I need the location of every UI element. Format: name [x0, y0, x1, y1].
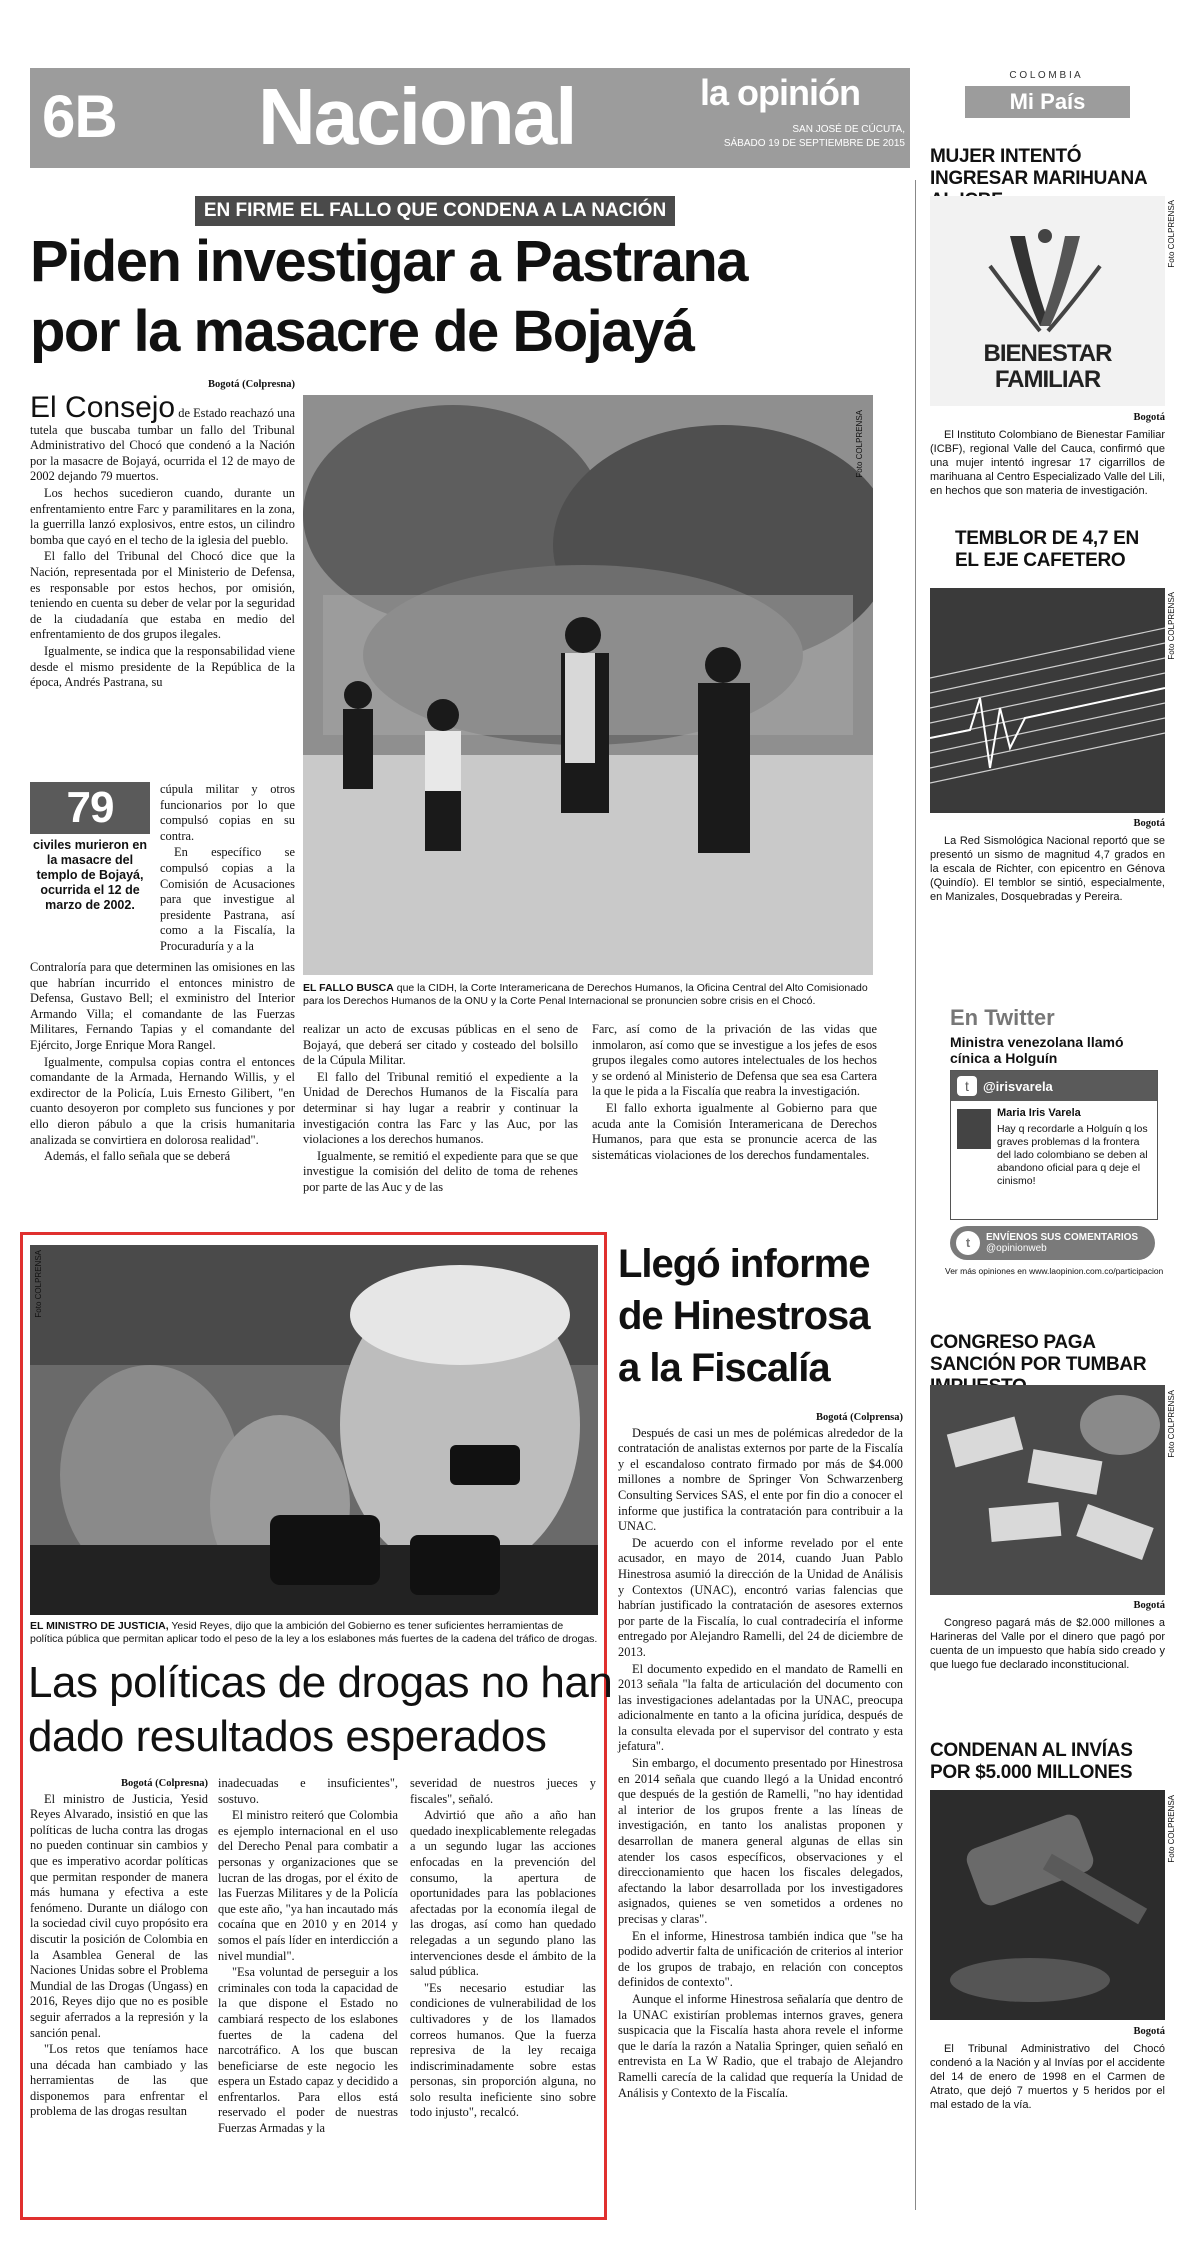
brief-1-title: MUJER INTENTÓ INGRESAR MARIHUANA [930, 146, 1147, 189]
drugs-column-2 [218, 1776, 398, 2138]
lead-p2: Los hechos sucedieron cuando, durante un enfrentamiento entre Farc y paramilitares en la zona, la guerrilla lanzó explosivos, entre estos, un cilindro bomba que cayó en el techo de la iglesia del pueblo. [30, 485, 295, 547]
lead-dateline: Bogotá (Colpresna) [207, 379, 295, 390]
twitter-text: Hay q recordarle a Holguín q los graves problemas d la frontera del lado colombiano se deben al abandono oficial para q deje el cinismo! [997, 1123, 1148, 1187]
lead-c2-p2: El fallo del Tribunal remitió el expediente a la Unidad de Derechos Humanos de la Fiscalía para determinar si hay lugar a reabrir y continuar la investigación contra las Farc y las Auc, por las violaciones a los derechos humanos. [303, 1069, 578, 1147]
lead-caption-bold: EL FALLO BUSCA [303, 982, 394, 994]
brief-4-dateline: Bogotá [1133, 2026, 1165, 2037]
twitter-circle-icon: t [956, 1231, 980, 1255]
hinestrosa-headline-1: Llegó informe [618, 1242, 870, 1286]
stat-number-box [30, 782, 150, 834]
drugs-photo [30, 1245, 598, 1615]
lead-c3-p2: El fallo exhorta igualmente al Gobierno para que acuda ante la Comisión Interamericana de Derechos Humanos, para que esta se pronuncie acerca de las sistemáticas violaciones de los derechos fundamentales. [592, 1100, 877, 1162]
lead-photo [303, 395, 873, 975]
lead-photo-art [303, 395, 873, 975]
drugs-c2-p3: "Esa voluntad de perseguir a los criminales con toda la capacidad de la que dispone el Estado no cambiará respecto de los eslabones fuertes de la cadena del narcotráfico. A los que buscan beneficiarse de este negocio les espera un Estado capaz y decidido a enfrentarlos. Para ellos está reservado el poder de nuestras Fuerzas Armadas y la [218, 1965, 398, 2136]
brief-1-dateline: Bogotá [1133, 412, 1165, 423]
page-number: 6B [42, 83, 117, 150]
brief-1-text: El Instituto Colombiano de Bienestar Familiar (ICBF), regional Valle del Cauca, confirmó que una mujer intentó ingresar 17 cigarrillos de marihuana al Centro Especializado Valle del Lili, en hechos que son materia de investigación. [930, 429, 1165, 497]
brief-4-text: El Tribunal Administrativo del Chocó condenó a la Nación y al Invías por el accidente del 14 de enero de 1998 en el Carmen de Atrato, que dejó 7 muertos y 5 heridos por el mal estado de la vía. [930, 2043, 1165, 2111]
side-section-title: Mi País [1009, 89, 1086, 114]
lead-column-2 [303, 1022, 578, 1197]
drugs-c1-p2: "Los retos que teníamos hace una década han cambiado y las herramientas de las que disponemos para enfrentar el problema de las drogas resultan [30, 2042, 208, 2119]
drugs-c3-p3: "Es necesario estudiar las condiciones de vulnerabilidad de los cultivadores y de los llamados correos humanos. Que la fuerza represiva de la ley recaiga indiscriminadamente sobre estas personas, sin proporción alguna, no solo resulta ineficiente sino sobre todo injusto", recalcó. [410, 1980, 596, 2120]
twitter-handle[interactable]: @irisvarela [983, 1078, 1053, 1094]
brief-3-dateline: Bogotá [1133, 1600, 1165, 1611]
drugs-caption-bold: EL MINISTRO DE JUSTICIA, [30, 1620, 169, 1632]
brief-4-photo-credit: Foto COLPRENSA [1167, 1795, 1176, 1863]
lead-caption-text: que la CIDH, la Corte Interamericana de Derechos Humanos, la Oficina Central del Alto Comisionado para los Derechos Humanos de la ONU y la Corte Penal Internacional se pronuncien sobre crisis en el Chocó. [303, 982, 868, 1007]
drugs-column-1 [30, 1776, 208, 2121]
lead-p7: Igualmente, compulsa copias contra el entonces comandante de la Armada, Hernando Willis, y el exdirector de la Policía, Luis Ernesto Gilibert, "en cuanto desoyeron por completo sus funciones y por ello dieron pábulo a que la crisis humanitaria analizada se convirtiera en dolorosa realidad". [30, 1054, 295, 1147]
brief-1-photo-credit: Foto COLPRENSA [1167, 200, 1176, 268]
lead-column-1b [160, 782, 295, 956]
lead-c2-p1: realizar un acto de excusas públicas en el seno de Bojayá, que deberá ser citado y costeado del bolsillo de la Cúpula Militar. [303, 1022, 578, 1068]
drugs-dateline: Bogotá (Colpresna) [120, 1778, 208, 1789]
drugs-headline-2: dado resultados esperados [28, 1712, 547, 1761]
header-date: SÁBADO 19 DE SEPTIEMBRE DE 2015 [723, 138, 905, 149]
twitter-card-header [951, 1071, 1157, 1101]
brief-1-logo-text-1: BIENESTAR [983, 340, 1112, 367]
drugs-c2-p2: El ministro reiteró que Colombia es ejemplo internacional en el uso del Derecho Penal para combatir a personas y organizaciones que se lucran de las drogas, por el éxito de las Fuerzas Militares y de la Policía que este año, "ya han incautado más cocaína que en 2010 y en 2014 y somos el país líder en interdicción a nivel mundial". [218, 1808, 398, 1963]
section-title: Nacional [258, 72, 576, 161]
brief-2-text: La Red Sismológica Nacional reportó que se presentó un sismo de magnitud 4,7 grados en la escala de Richter, con epicentro en Génova (Quindío). El temblor se sintió, especialmente, en Manizales, Dosquebradas y Pereira. [930, 835, 1165, 903]
drugs-photo-caption [30, 1620, 598, 1645]
lead-column-3 [592, 1022, 877, 1164]
hinestrosa-p4: Sin embargo, el documento presentado por Hinestrosa en 2014 señala que cuando llegó a la Unidad encontró que después de la gestión de Ramelli, "no hay identidad al interior de los grupos frente a las líneas de investigación, en tanto los analistas proponen y desarrollan de manera general algunas de ellas sin atender los casos específicos, observaciones y el direccionamiento que hacen los fiscales delegados, afectando la labor desarrollada por los investigadores asignados, quienes se ven sometidos a ordenes no precisas y claras". [618, 1756, 903, 1926]
send-comments-label: ENVÍENOS SUS COMENTARIOS [986, 1232, 1139, 1243]
more-opinions-link[interactable]: Ver más opiniones en www.laopinion.com.co/participacion [945, 1266, 1164, 1276]
drugs-caption-text: Yesid Reyes, dijo que la ambición del Gobierno es tener suficientes herramientas de política pública que permitan aplicar todo el peso de la ley a los eslabones más fuertes de la cadena del tráfico de drogas. [30, 1620, 598, 1645]
column-divider [915, 180, 916, 2210]
stat-box [30, 782, 150, 942]
brief-4-title: CONDENAN AL INVÍAS POR $5.000 MILLONES [930, 1740, 1133, 1783]
drugs-photo-art [30, 1245, 598, 1615]
stat-number: 79 [66, 783, 114, 832]
lead-p8: Además, el fallo señala que se deberá [44, 1149, 231, 1164]
lead-p4-cont: cúpula militar y otros funcionarios por lo que compulsó copias en su contra. [160, 782, 295, 843]
brief-4-photo [930, 1790, 1165, 2020]
lead-headline-2: por la masacre de Bojayá [30, 299, 694, 364]
lead-p4: Igualmente, se indica que la responsabilidad viene desde el mismo presidente de la República de la época, Andrés Pastrana, su [30, 643, 295, 690]
gavel-icon [930, 1790, 1165, 2020]
hinestrosa-p5: En el informe, Hinestrosa también indica que "se ha podido advertir falta de unificación de criterios al interior de los grupos de trabajo, en relación con conceptos definidos de contexto". [618, 1928, 903, 1990]
brief-3-photo-credit: Foto COLPRENSA [1167, 1390, 1176, 1458]
hinestrosa-headline-3: a la Fiscalía [618, 1346, 830, 1390]
kicker: EN FIRME EL FALLO QUE CONDENA A LA NACIÓN [203, 200, 667, 221]
brief-2-photo-credit: Foto COLPRENSA [1167, 592, 1176, 660]
lead-headline-1: Piden investigar a Pastrana [30, 229, 748, 294]
twitter-avatar [957, 1109, 991, 1149]
stat-text: civiles murieron en la masacre del templo de Bojayá, ocurrida el 12 de marzo de 2002. [33, 838, 147, 912]
lead-c2-p3: Igualmente, se remitió el expediente para que se que investigue la comisión del delito de toma de rehenes por parte de las Auc y de las [303, 1148, 578, 1194]
drugs-photo-credit: Foto COLPRENSA [34, 1250, 43, 1318]
brief-3-title: CONGRESO PAGA SANCIÓN POR TUMBAR [930, 1332, 1147, 1375]
brief-2-title: TEMBLOR DE 4,7 EN EL EJE CAFETERO [955, 528, 1139, 571]
drugs-c2-p1: inadecuadas e insuficientes", sostuvo. [218, 1776, 398, 1806]
twitter-subtitle: Ministra venezolana llamó cínica a Holguín [950, 1034, 1124, 1066]
brief-1-logo-text-2: FAMILIAR [994, 366, 1101, 393]
side-region: C O L O M B I A [1009, 70, 1081, 81]
lead-p1: de Estado reachazó una tutela que buscaba tumbar un fallo del Tribunal Administrativo del Chocó que condenó a la Nación por la masacre de Bojayá, ocurrida el 12 de mayo de 2002 dejando 79 muertos. [30, 405, 295, 484]
twitter-card [950, 1070, 1158, 1220]
hinestrosa-p6: Aunque el informe Hinestrosa señalaría que dentro de la UNAC existirían problemas internos graves, genera suspicacia que la Fiscalía hasta ahora revele el informe que le daría la razón a Natalia Springer, quien señaló en entrevista en La W Radio, que el trabajo de Alejandro Ramelli carecía de la calidad que requería la Unidad de Análisis y Contexto de la Fiscalía. [618, 1991, 903, 2100]
hinestrosa-p3: El documento expedido en el mandato de Ramelli en 2013 señala "la falta de articulación del documento con las investigaciones adelantadas por la UNAC, preocupa adicionalmente en tanto a la oficina jurídica, después de la consulta elevada por el supervisor del contrato y esta jefatura". [618, 1661, 903, 1754]
brief-2-dateline: Bogotá [1133, 818, 1165, 829]
brief-3-photo [930, 1385, 1165, 1595]
lead-photo-credit: Foto COLPRENSA [855, 410, 864, 478]
hinestrosa-column [618, 1410, 903, 2102]
lead-p6: Contraloría para que determinen las omisiones en las que habrían incurrido el entonces ministro de Defensa, Gustavo Bell; el exministro del Interior Armando Villa; el comandante de las Fuerzas Militares, Fernando Tapias y el comandante del Ejército, Jorge Enrique Mora Rangel. [30, 960, 295, 1052]
twitter-author: Maria Iris Varela [997, 1107, 1081, 1119]
drugs-column-3 [410, 1776, 596, 2122]
money-photo-icon [930, 1385, 1165, 1595]
drugs-c3-p2: Advirtió que año a año han quedado inexplicablemente relegadas a un segundo lugar las acciones enfocadas en la prevención del consumo, la apertura de oportunidades para las poblaciones afectadas por la economía ilegal de las drogas, así como han quedado relegadas a un segundo plano las intervenciones desde el ámbito de la salud pública. [410, 1808, 596, 1979]
twitter-title: En Twitter [950, 1005, 1055, 1030]
header-location: SAN JOSÉ DE CÚCUTA, [792, 124, 905, 135]
lead-column-1 [30, 377, 295, 692]
lead-p5: En específico se compulsó copias a la Comisión de Acusaciones para que investigue al presidente Pastrana, así como a la Fiscalía, la Procuraduría y a la [160, 845, 295, 953]
drugs-c3-p1: severidad de nuestros jueces y fiscales", señaló. [410, 1776, 596, 1806]
drugs-c1-p1: El ministro de Justicia, Yesid Reyes Alvarado, insistió en que las políticas de lucha contra las drogas no pueden continuar sin cambios y que es imperativo acordar políticas que permitan responder de manera más humana y efectiva a este fenómeno. Durante un diálogo con la sociedad civil cuyo propósito era discutir la posición de Colombia en la Asamblea General de las Naciones Unidas sobre el Problema Mundial de las Drogas (Ungass) en 2016, Reyes dijo que no es posible seguir aferrados a la represión y la sanción penal. [30, 1791, 208, 2040]
brief-3-text: Congreso pagará más de $2.000 millones a Harineras del Valle por el dinero que pagó por cuenta de un impuesto que había sido creado y que luego fue declarado inconstitucional. [930, 1617, 1165, 1671]
lead-photo-caption [303, 982, 873, 1007]
lead-column-1c [30, 960, 295, 1166]
brand-name: la opinión [700, 72, 860, 113]
brand-logo [700, 72, 905, 122]
hinestrosa-dateline: Bogotá (Colprensa) [815, 1412, 903, 1423]
brief-2-photo [930, 588, 1165, 813]
lead-p3: El fallo del Tribunal del Chocó dice que la Nación, representada por el Ministerio de Defensa, es responsable por estos hechos, por omisión, teniendo en cuenta su deber de velar por la seguridad de la ciudadanía que estaba en medio del enfrentamiento de dos grupos ilegales. [30, 549, 295, 642]
lead-dropcap: El Consejo [30, 390, 176, 424]
side-section-box [965, 86, 1130, 118]
hinestrosa-p2: De acuerdo con el informe revelado por el ente acusador, en mayo de 2014, cuando Juan Pablo Hinestrosa asumió la dirección de la Unidad de Análisis y Contextos (UNAC), encontró varias falencias que habrían justificado la contratación de asesores externos por parte de la Fiscalía, lo cual contradeciría el informe entregado por Alejandro Ramelli, del 24 de diciembre de 2013. [618, 1535, 903, 1659]
lead-c3-p1: Farc, así como de la privación de las vidas que inmolaron, así como que se investigue a los jefes de esos grupos ilegales como autores intelectuales de los hechos y se ordenó al Ministerio de Defensa que sea esa Cartera la que le pida a la Fiscalía que reabra la investigación. [592, 1022, 877, 1099]
seismograph-icon [930, 588, 1165, 813]
hinestrosa-headline-2: de Hinestrosa [618, 1294, 870, 1338]
send-comments-bar[interactable] [950, 1226, 1155, 1260]
hinestrosa-p1: Después de casi un mes de polémicas alrededor de la contratación de analistas externos por parte de la Fiscalía y el escandaloso contrato firmado por más de $4.000 millones a nombre de Springer Von Schwarzenberg Consulting Services SAS, el ente por fin dio a conocer el informe que justifica la contratación para contribuir a la UNAC. [618, 1425, 903, 1534]
drugs-headline-1: Las políticas de drogas no han [28, 1658, 613, 1707]
send-comments-handle: @opinionweb [986, 1243, 1047, 1254]
twitter-bird-icon: t [957, 1076, 977, 1096]
kicker-bar [195, 196, 675, 226]
